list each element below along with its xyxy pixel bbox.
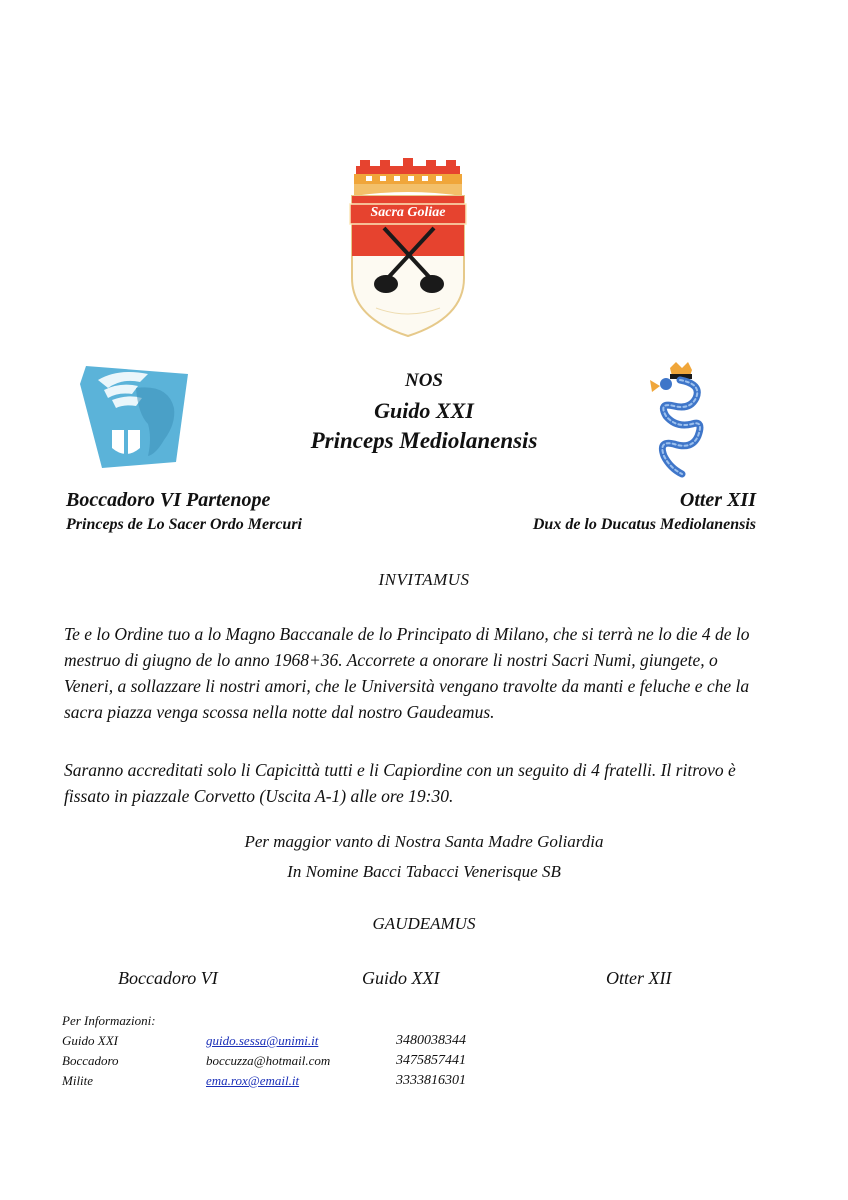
crest-banner-text: Sacra Goliae [370,205,446,220]
right-signatory-title: Dux de lo Ducatus Mediolanensis [532,516,756,533]
footer-signature: Otter XII [606,968,672,988]
header-nos: NOS [404,370,443,391]
contact-name: Guido XXI [62,1033,118,1048]
contact-email-link[interactable]: guido.sessa@unimi.it [206,1033,319,1048]
contact-row [62,1073,522,1093]
invitation-heading: INVITAMUS [378,570,470,589]
contact-email-link[interactable]: ema.rox@email.it [206,1073,300,1088]
invitation-paragraph-2: Saranno accreditati solo li Capicittà tutti e li Capiordine con un seguito di 4 fratelli. Il ritrovo è fissato in piazzale Corvetto (Uscita A-1) alle ore 19:30. [64,760,736,806]
contact-name: Milite [62,1073,94,1088]
contact-phone: 3480038344 [396,1033,466,1048]
header-title: Princeps Mediolanensis [310,428,538,453]
contact-phone: 3333816301 [396,1073,466,1088]
contact-email: boccuzza@hotmail.com [206,1053,331,1068]
contact-row [62,1033,522,1053]
left-signatory-title: Princeps de Lo Sacer Ordo Mercuri [66,516,302,533]
footer-signature: Guido XXI [362,968,440,988]
closing-line-2: In Nomine Bacci Tabacci Venerisque SB [287,862,561,881]
closing-gaudeamus: GAUDEAMUS [372,914,476,933]
left-signatory-name: Boccadoro VI Partenope [66,489,271,511]
closing-line-1: Per maggior vanto di Nostra Santa Madre Goliardia [244,832,604,851]
crown-icon [354,158,462,196]
contact-row [62,1053,522,1073]
contact-name: Boccadoro [62,1053,119,1068]
info-heading: Per Informazioni: [62,1013,156,1028]
sacra-goliae-crest [346,158,470,338]
footer-signature: Boccadoro VI [118,968,218,988]
serpent-icon [650,378,700,474]
contact-phone: 3475857441 [396,1053,466,1068]
header-name: Guido XXI [374,398,474,423]
right-signatory-name: Otter XII [679,489,756,511]
invitation-paragraph-1: Te e lo Ordine tuo a lo Magno Baccanale de lo Principato di Milano, che si terrà ne lo die 4 de lo mestruo di giugno de lo anno 1968+36. Accorrete a onorare li nostri Sacri Numi, giungete, o Veneri, a sollazzare li nostri amori, che le Università vengano travolte da manti e feluche e che la sacra piazza venga scossa nella notte dal nostro Gaudeamus. [64,624,750,722]
